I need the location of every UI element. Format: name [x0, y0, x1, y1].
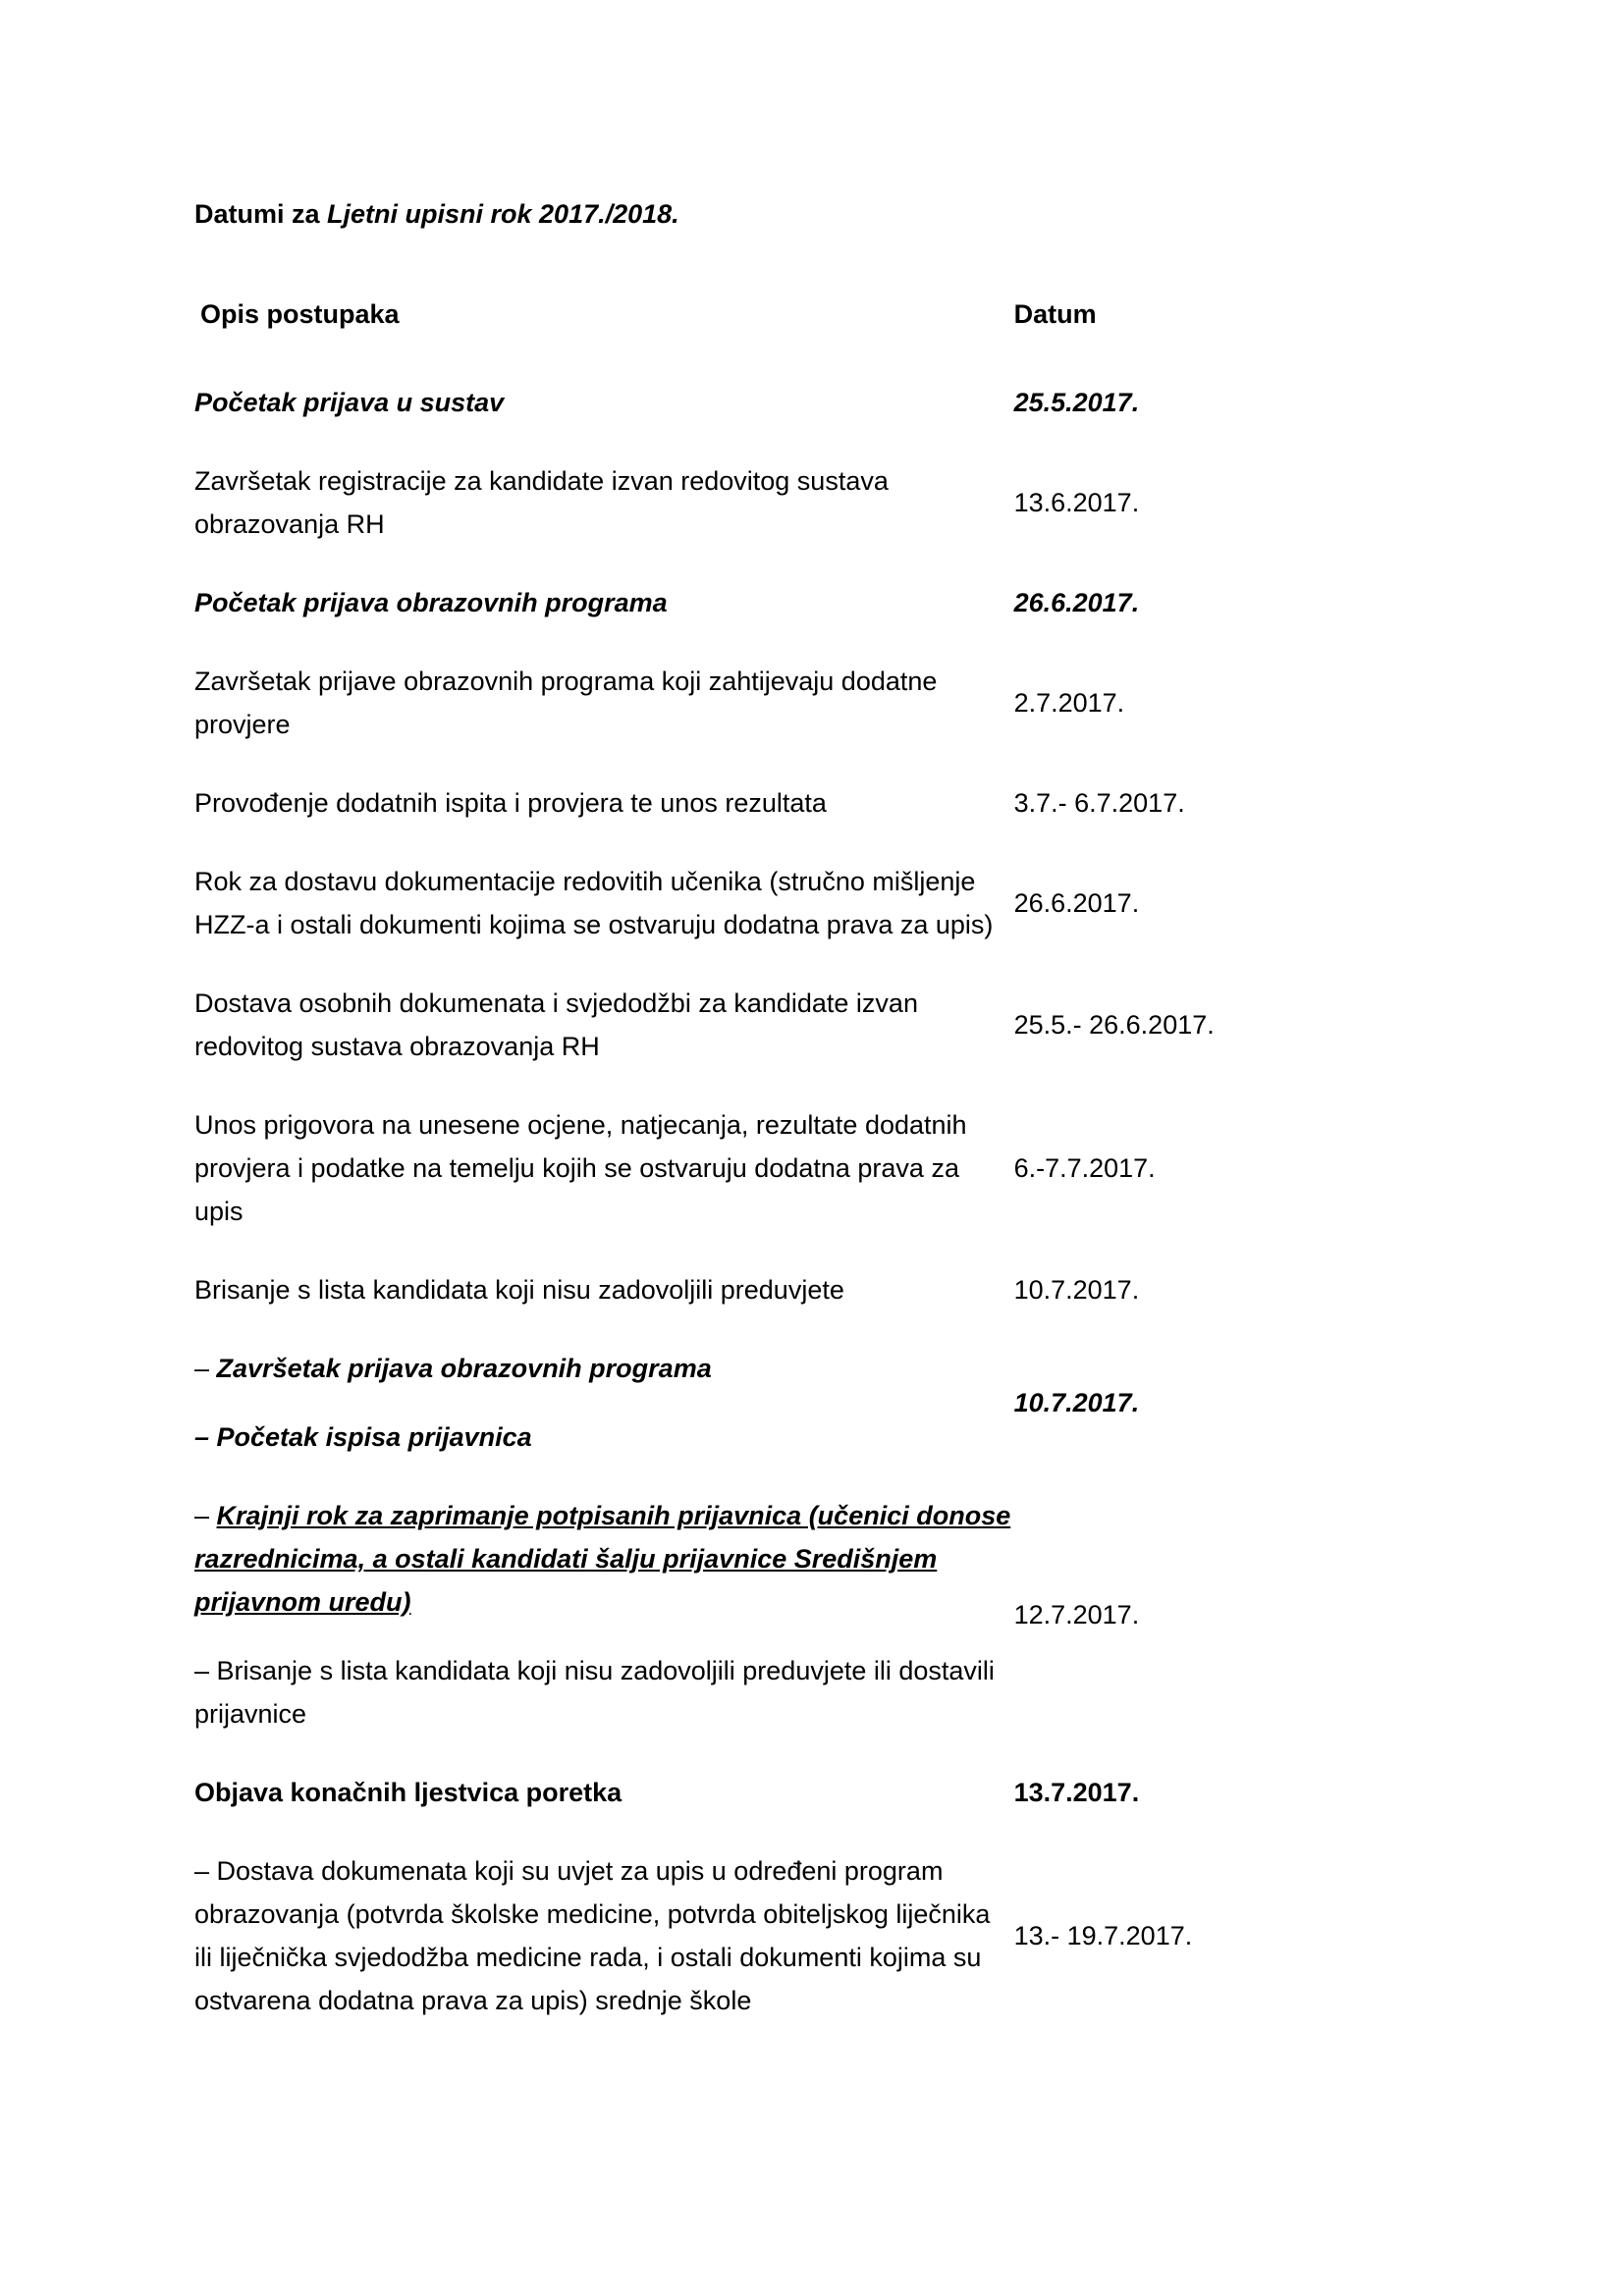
- title-italic: Ljetni upisni rok 2017./2018.: [327, 199, 679, 229]
- row-description: Dostava osobnih dokumenata i svjedodžbi za kandidate izvan redovitog sustava obrazovanja RH: [194, 988, 918, 1061]
- row-description: Brisanje s lista kandidata koji nisu zadovoljili preduvjete: [194, 1275, 844, 1305]
- row-date: 25.5.2017.: [1013, 388, 1140, 417]
- table-row: [194, 1086, 1225, 1251]
- table-row: [194, 642, 1225, 764]
- row-description: Završetak prijave obrazovnih programa koji zahtijevaju dodatne provjere: [194, 667, 938, 739]
- row-date: 26.6.2017.: [1013, 888, 1140, 918]
- title-prefix: Datumi za: [194, 199, 328, 229]
- row-description: Početak prijava u sustav: [194, 388, 505, 417]
- table-row: [194, 1832, 1225, 2040]
- row-date: 3.7.- 6.7.2017.: [1013, 788, 1185, 818]
- dash: –: [194, 1501, 217, 1530]
- row-date: 13.7.2017.: [1013, 1778, 1140, 1807]
- row-date: 10.7.2017.: [1013, 1388, 1140, 1417]
- row-date: 6.-7.7.2017.: [1013, 1153, 1156, 1183]
- schedule-table: [194, 265, 1225, 2040]
- row-description: [194, 1329, 1014, 1476]
- row-description: Provođenje dodatnih ispita i provjera te unos rezultata: [194, 788, 827, 818]
- document-title: [194, 192, 1274, 236]
- row-description: Početak prijava obrazovnih programa: [194, 588, 668, 617]
- row-date: 13.6.2017.: [1013, 488, 1140, 517]
- row-date: 2.7.2017.: [1013, 688, 1125, 718]
- table-row: [194, 1753, 1225, 1832]
- row-description-line: [194, 1347, 1014, 1390]
- table-row: [194, 363, 1225, 442]
- row-description-emphasis: Krajnji rok za zaprimanje potpisanih prijavnica (učenici donose razrednicima, a ostali kandidati šalju prijavnice Središnjem prijavnom uredu): [194, 1501, 1011, 1617]
- row-description-line: – Brisanje s lista kandidata koji nisu zadovoljili preduvjete ili dostavili prijavnice: [194, 1656, 995, 1729]
- row-description-line: [194, 1494, 1014, 1624]
- table-row: [194, 842, 1225, 964]
- document-page: [194, 192, 1274, 2040]
- table-row: [194, 964, 1225, 1086]
- header-description: Opis postupaka: [200, 299, 400, 329]
- table-row: [194, 563, 1225, 642]
- dash: –: [194, 1354, 217, 1383]
- row-date: 25.5.- 26.6.2017.: [1013, 1010, 1215, 1040]
- row-date: 26.6.2017.: [1013, 588, 1140, 617]
- row-date: 12.7.2017.: [1013, 1600, 1140, 1629]
- row-date: 10.7.2017.: [1013, 1275, 1140, 1305]
- table-row: [194, 1251, 1225, 1329]
- table-row: [194, 442, 1225, 563]
- row-description: – Dostava dokumenata koji su uvjet za upis u određeni program obrazovanja (potvrda školske medicine, potvrda obiteljskog liječnika ili liječnička svjedodžba medicine rada, i ostali dokumenti kojima su ostvarena dodatna prava za upis) srednje škole: [194, 1856, 991, 2015]
- row-description: Rok za dostavu dokumentacije redovitih učenika (stručno mišljenje HZZ-a i ostali dokumenti kojima se ostvaruju dodatna prava za upis): [194, 867, 994, 939]
- table-row: [194, 764, 1225, 842]
- row-description: [194, 1476, 1014, 1753]
- row-description: Objava konačnih ljestvica poretka: [194, 1778, 623, 1807]
- row-date: 13.- 19.7.2017.: [1013, 1921, 1193, 1950]
- row-description-line: [194, 1415, 1014, 1459]
- header-date: Datum: [1013, 299, 1097, 329]
- row-description-emphasis: Završetak prijava obrazovnih programa: [216, 1354, 712, 1383]
- table-header-row: [194, 265, 1225, 363]
- row-description: Završetak registracije za kandidate izvan redovitog sustava obrazovanja RH: [194, 466, 889, 539]
- row-description: Unos prigovora na unesene ocjene, natjecanja, rezultate dodatnih provjera i podatke na temelju kojih se ostvaruju dodatna prava za upis: [194, 1110, 967, 1226]
- row-description-emphasis: – Početak ispisa prijavnica: [194, 1422, 532, 1452]
- table-row: [194, 1329, 1225, 1476]
- table-row: [194, 1476, 1225, 1753]
